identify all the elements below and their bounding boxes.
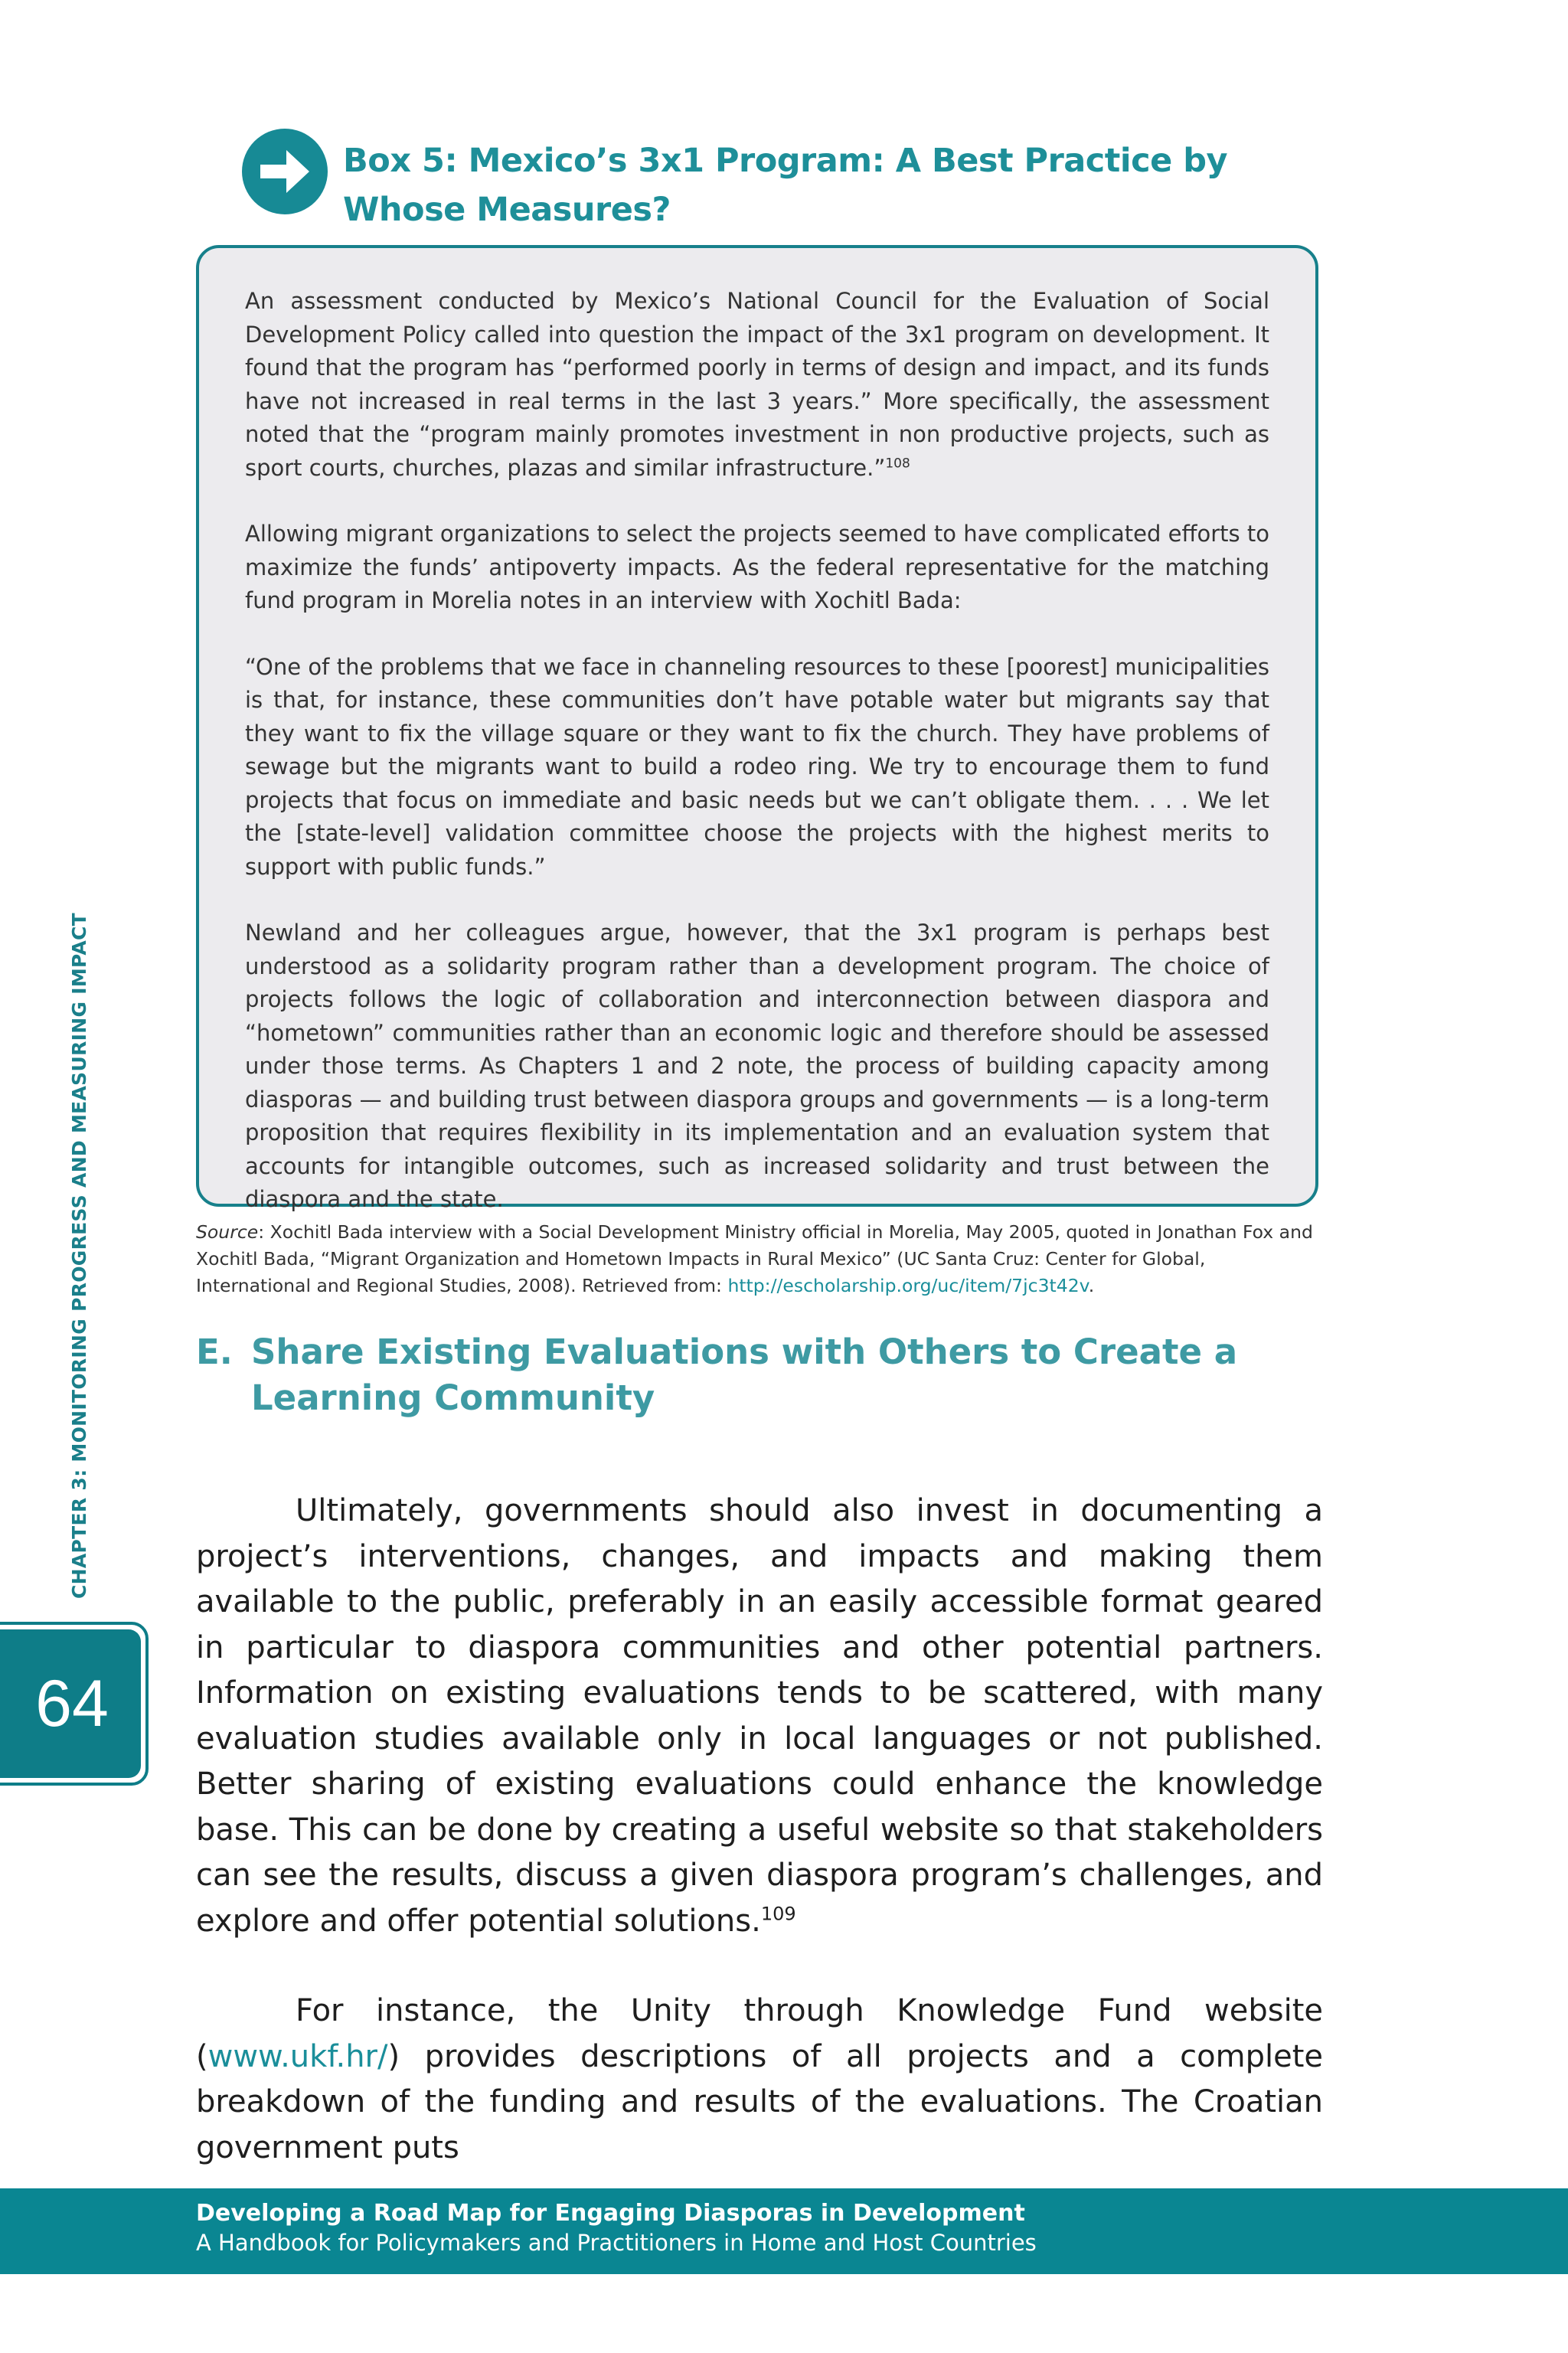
body-text — [196, 1489, 1323, 2215]
box-paragraph: An assessment conducted by Mexico’s National Council for the Evaluation of Social Development Policy called into question the impact of the 3x1 program on development. It found that the program has “performed poorly in terms of design and impact, and its funds have not increased in real terms in the last 3 years.” More specifically, the assessment noted that the “program mainly promotes investment in non productive projects, such as sport courts, churches, plazas and similar infrastructure.”$^{108}$ — [245, 288, 1269, 481]
arrow-right-circle-icon — [242, 129, 328, 214]
footer-title: Developing a Road Map for Engaging Diasporas in Development — [196, 2200, 1025, 2227]
section-letter: E. — [196, 1332, 233, 1372]
footer-bar — [0, 2188, 1568, 2274]
section-heading — [196, 1329, 1329, 1421]
case-study-box — [196, 245, 1318, 1212]
page-number: 64 — [35, 1667, 109, 1740]
footnote-ref[interactable]: 108 — [885, 455, 910, 471]
box-paragraph: Newland and her colleagues argue, however, that the 3x1 program is perhaps best understood as a solidarity program rather than a development program. The choice of projects follows the logic of collaboration and interconnection between diaspora and “hometown” communities rather than an economic logic and therefore should be assessed under those terms. As Chapters 1 and 2 note, the process of building capacity among diasporas — and building trust between diaspora groups and governments — is a long-term proposition that requires flexibility in its implementation and an evaluation system that accounts for intangible outcomes, such as increased solidarity and trust between the diaspora and the state. — [245, 920, 1269, 1212]
source-label: Source — [196, 1221, 259, 1243]
box-title: Box 5: Mexico’s 3x1 Program: A Best Practice by Whose Measures? — [343, 142, 1228, 229]
source-link[interactable]: http://escholarship.org/uc/item/7jc3t42v — [727, 1275, 1089, 1296]
box-paragraph: Allowing migrant organizations to select the projects seemed to have complicated efforts to maximize the funds’ antipoverty impacts. As the federal representative for the matching fund program in Morelia notes in an interview with Xochitl Bada: — [245, 521, 1269, 613]
box-quote: “One of the problems that we face in channeling resources to these [poorest] municipalities is that, for instance, these communities don’t have potable water but migrants say that they want to fix the village square or they want to fix the church. They have problems of sewage but the migrants want to build a rodeo ring. We try to encourage them to fund projects that focus on immediate and basic needs but we can’t obligate them. . . . We let the [state-level] validation committee choose the projects with the highest merits to support with public funds.” — [245, 653, 1269, 880]
source-note: Source: Xochitl Bada interview with a Social Development Ministry official in Morelia, May 2005, quoted in Jonathan Fox and Xochitl Bada, “Migrant Organization and Hometown Impacts in Rural Mexico” (UC Santa Cruz: Center for Global, International and Regional Studies, 2008). Retrieved from: http://escholarship.org/uc/item/7jc3t42v. — [196, 1221, 1313, 1296]
body-paragraph: For instance, the Unity through Knowledge Fund website (www.ukf.hr/) provides descriptions of all projects and a complete breakdown of the funding and results of the evaluations. The Croatian government puts — [196, 1993, 1323, 2165]
body-paragraph: Ultimately, governments should also invest in documenting a project’s interventions, changes, and impacts and making them available to the public, preferably in an easily accessible format geared in particular to diaspora communities and other potential partners. Information on existing evaluations tends to be scattered, with many evaluation studies available only in local languages or not published. Better sharing of existing evaluations could enhance the knowledge base. This can be done by creating a useful website so that stakeholders can see the results, discuss a given diaspora program’s challenges, and explore and offer potential solutions.$^{109}$ — [196, 1493, 1323, 1939]
footnote-ref[interactable]: 109 — [760, 1903, 796, 1925]
box-heading — [242, 126, 1329, 240]
section-title: Share Existing Evaluations with Others to Create a Learning Community — [251, 1332, 1238, 1418]
page-number-tab — [0, 1622, 149, 1786]
chapter-label: CHAPTER 3: MONITORING PROGRESS AND MEASURING IMPACT — [68, 912, 90, 1599]
footer-subtitle: A Handbook for Policymakers and Practitioners in Home and Host Countries — [196, 2230, 1037, 2256]
ukf-link[interactable]: www.ukf.hr/ — [207, 2038, 388, 2074]
